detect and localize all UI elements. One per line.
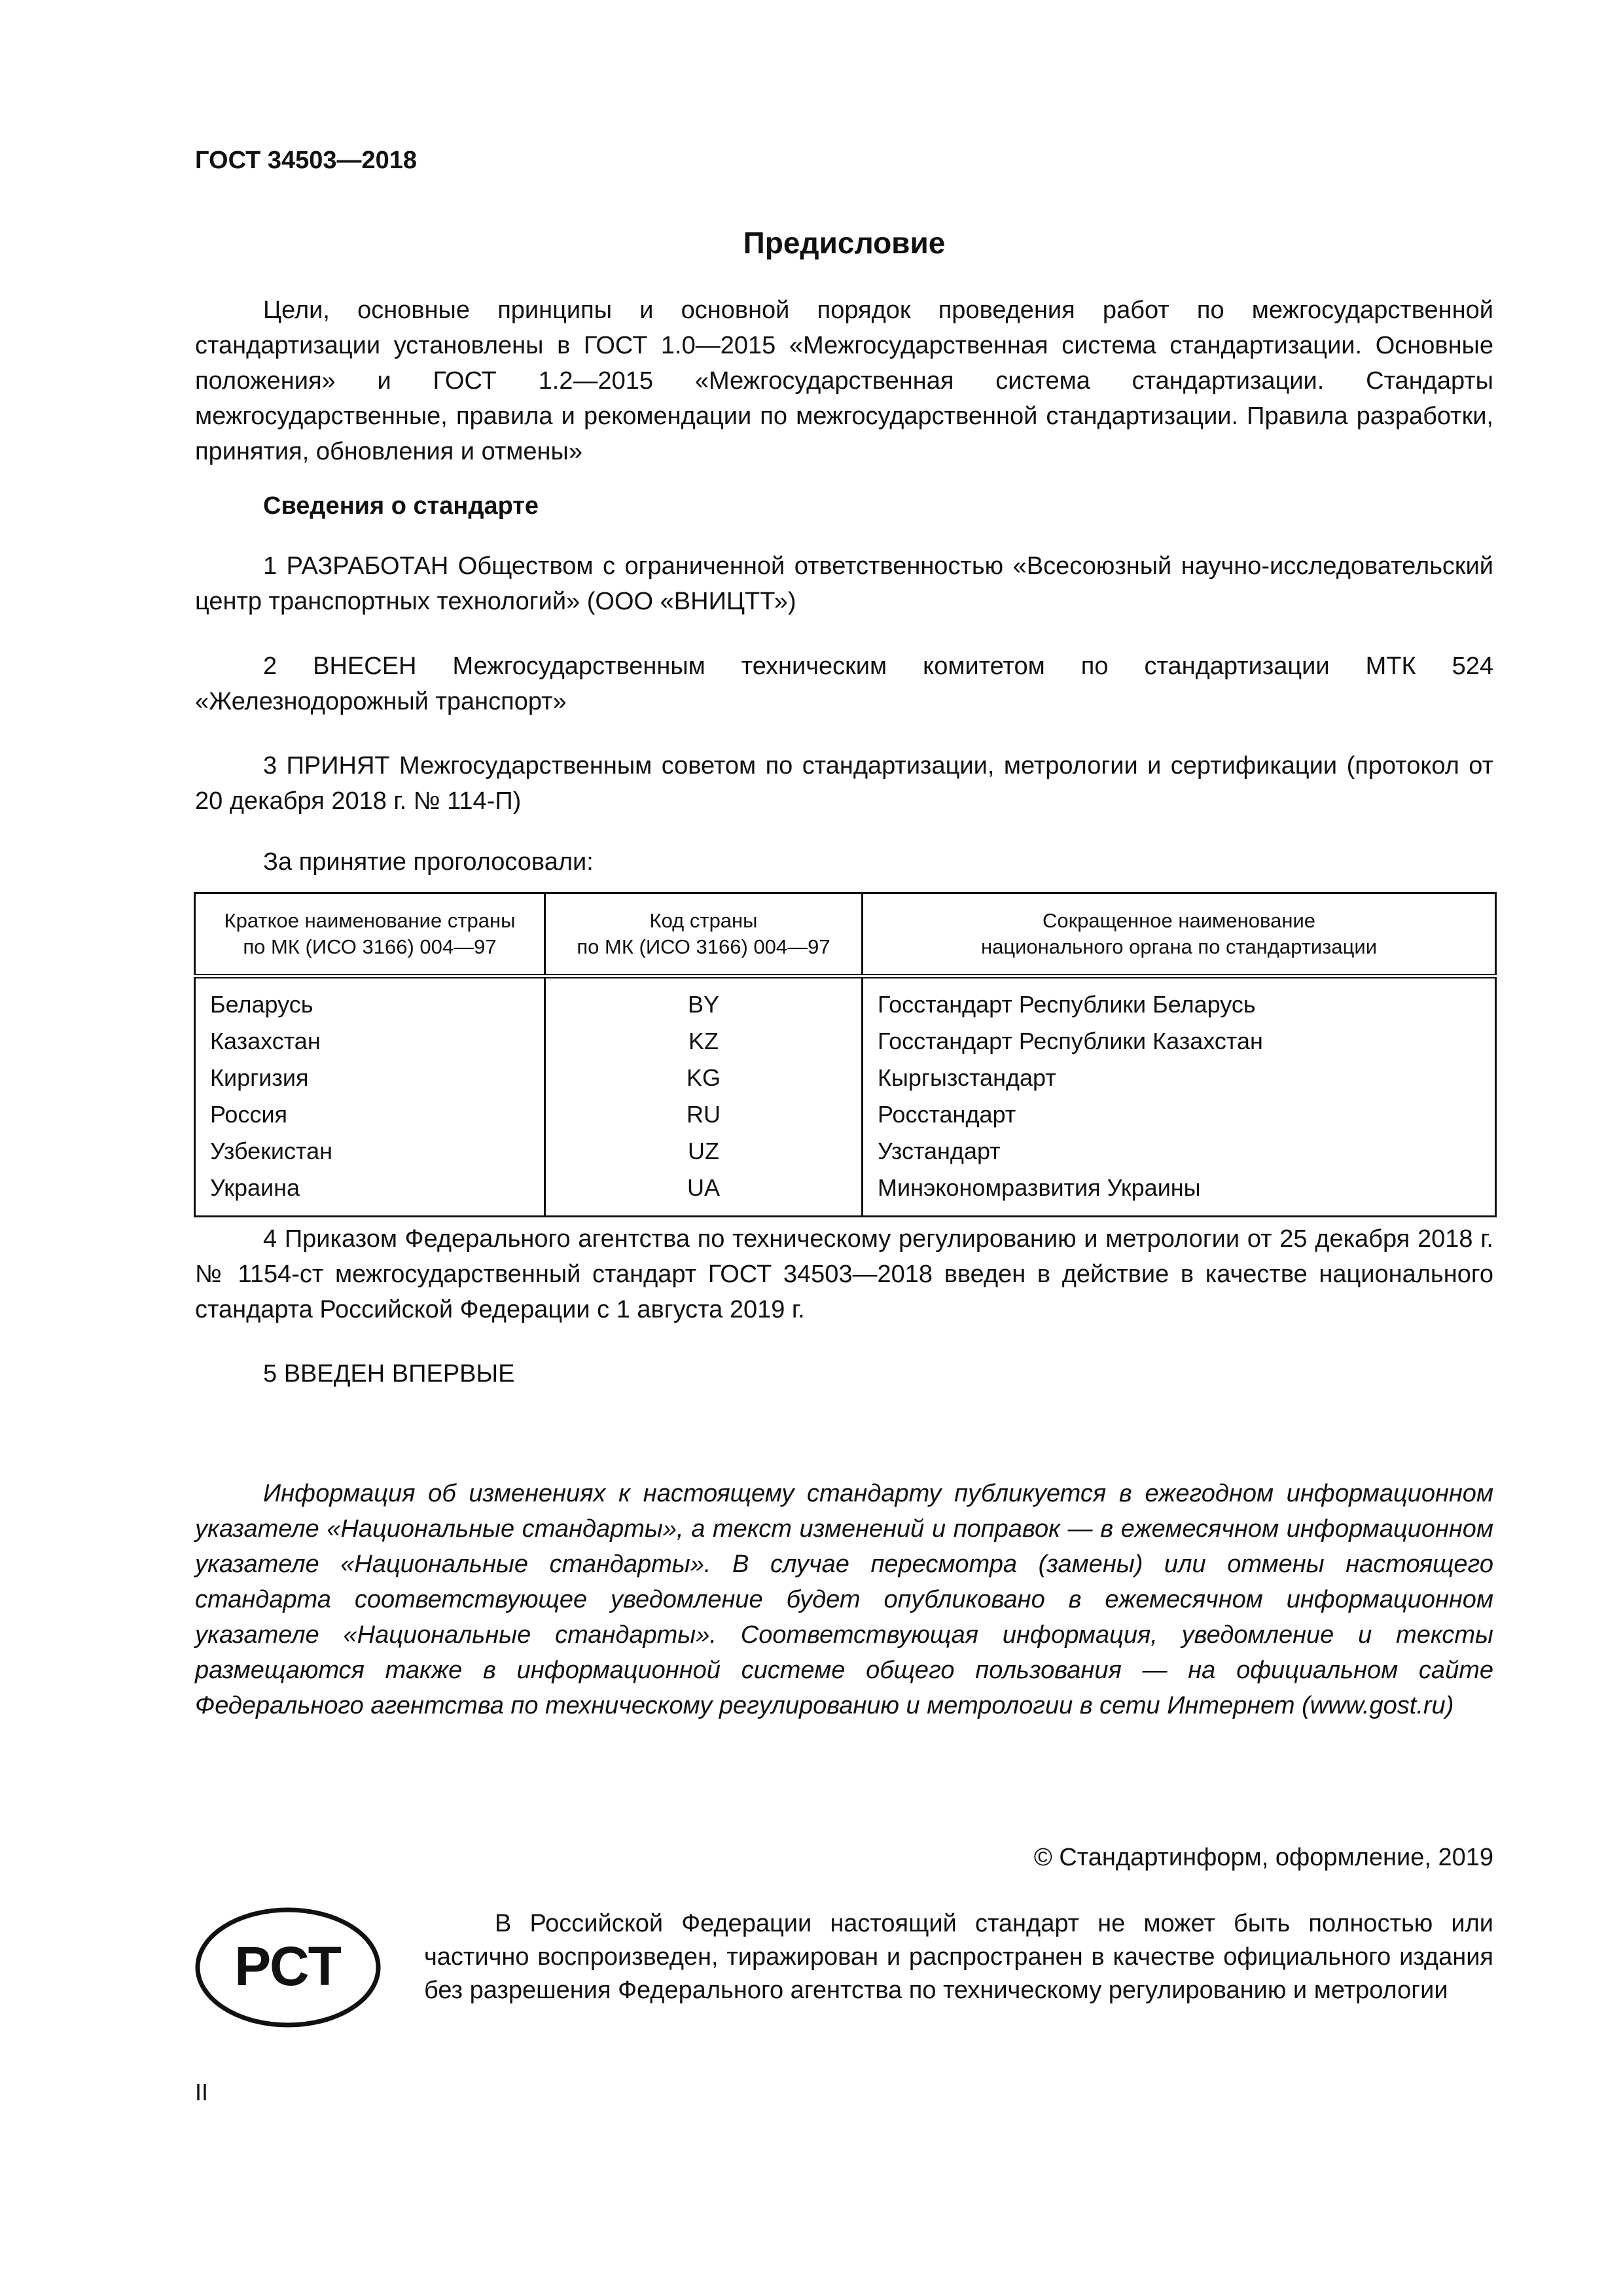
col-header-body <box>863 893 1496 977</box>
code-cell: KZ <box>545 1023 863 1060</box>
col-header-body-line1: Сокращенное наименование <box>1042 909 1316 932</box>
country-cell: Россия <box>195 1096 545 1133</box>
item-2-submitted: 2 ВНЕСЕН Межгосударственным техническим комитетом по стандартизации МТК 524 «Железнодорожный транспорт» <box>195 653 1493 715</box>
col-header-body-line2: национального органа по стандартизации <box>980 935 1378 958</box>
item-4-order: 4 Приказом Федерального агентства по техническому регулированию и метрологии от 25 декабря 2018 г. № 1154-ст межгосударственный стандарт ГОСТ 34503—2018 введен в действие в качестве национального стандарта Российской Федерации с 1 августа 2019 г. <box>195 1225 1493 1323</box>
body-cell: Госстандарт Республики Казахстан <box>863 1023 1496 1060</box>
rst-logo-icon <box>194 1905 382 2030</box>
table-row <box>195 1133 1496 1170</box>
reproduction-rights: В Российской Федерации настоящий стандарт не может быть полностью или частично воспроизведен, тиражирован и распространен в качестве официального издания без разрешения Федерального агентства по техническому регулированию и метрологии <box>424 1910 1493 2004</box>
table-header-row <box>195 893 1496 977</box>
col-header-country <box>195 893 545 977</box>
code-cell: UA <box>545 1170 863 1217</box>
country-cell: Беларусь <box>195 977 545 1024</box>
document-code: ГОСТ 34503—2018 <box>195 147 418 174</box>
country-cell: Украина <box>195 1170 545 1217</box>
table-row <box>195 1060 1496 1096</box>
body-cell: Узстандарт <box>863 1133 1496 1170</box>
item-3-adopted: 3 ПРИНЯТ Межгосударственным советом по стандартизации, метрологии и сертификации (протокол от 20 декабря 2018 г. № 114-П) <box>195 752 1493 815</box>
table-row <box>195 1023 1496 1060</box>
country-cell: Киргизия <box>195 1060 545 1096</box>
logo-lettering: РСТ <box>234 1935 342 1997</box>
col-header-code <box>545 893 863 977</box>
item-1-developed: 1 РАЗРАБОТАН Обществом с ограниченной ответственностью «Всесоюзный научно-исследовательский центр транспортных технологий» (ООО «ВНИЦТТ») <box>195 552 1493 615</box>
code-cell: BY <box>545 977 863 1024</box>
copyright-line: © Стандартинформ, оформление, 2019 <box>1033 1844 1493 1871</box>
col-header-code-line1: Код страны <box>649 909 758 932</box>
table-row <box>195 1170 1496 1217</box>
body-cell: Минэкономразвития Украины <box>863 1170 1496 1217</box>
code-cell: RU <box>545 1096 863 1133</box>
votes-label: За принятие проголосовали: <box>263 848 594 876</box>
page-title: Предисловие <box>743 226 946 260</box>
info-heading: Сведения о стандарте <box>263 492 539 520</box>
col-header-code-line2: по МК (ИСО 3166) 004—97 <box>577 935 830 958</box>
changes-info-note: Информация об изменениях к настоящему стандарту публикуется в ежегодном информационном указателе «Национальные стандарты», а текст изменений и поправок — в ежемесячном информационном указателе «Национальные стандарты». В случае пересмотра (замены) или отмены настоящего стандарта соответствующее уведомление будет опубликовано в ежемесячном информационном указателе «Национальные стандарты». Соответствующая информация, уведомление и тексты размещаются также в информационной системе общего пользования — на официальном сайте Федерального агентства по техническому регулированию и метрологии в сети Интернет (www.gost.ru) <box>195 1480 1493 1719</box>
intro-paragraph: Цели, основные принципы и основной порядок проведения работ по межгосударственной стандартизации установлены в ГОСТ 1.0—2015 «Межгосударственная система стандартизации. Основные положения» и ГОСТ 1.2—2015 «Межгосударственная система стандартизации. Стандарты межгосударственные, правила и рекомендации по межгосударственной стандартизации. Правила разработки, принятия, обновления и отмены» <box>195 296 1493 465</box>
table-row <box>195 977 1496 1024</box>
country-cell: Казахстан <box>195 1023 545 1060</box>
country-cell: Узбекистан <box>195 1133 545 1170</box>
code-cell: UZ <box>545 1133 863 1170</box>
countries-table <box>194 892 1497 1217</box>
item-5-introduced: 5 ВВЕДЕН ВПЕРВЫЕ <box>263 1360 515 1388</box>
col-header-country-line1: Краткое наименование страны <box>224 909 516 932</box>
body-cell: Госстандарт Республики Беларусь <box>863 977 1496 1024</box>
body-cell: Росстандарт <box>863 1096 1496 1133</box>
code-cell: KG <box>545 1060 863 1096</box>
col-header-country-line2: по МК (ИСО 3166) 004—97 <box>243 935 497 958</box>
table-row <box>195 1096 1496 1133</box>
page-number: II <box>195 2079 209 2106</box>
body-cell: Кыргызстандарт <box>863 1060 1496 1096</box>
